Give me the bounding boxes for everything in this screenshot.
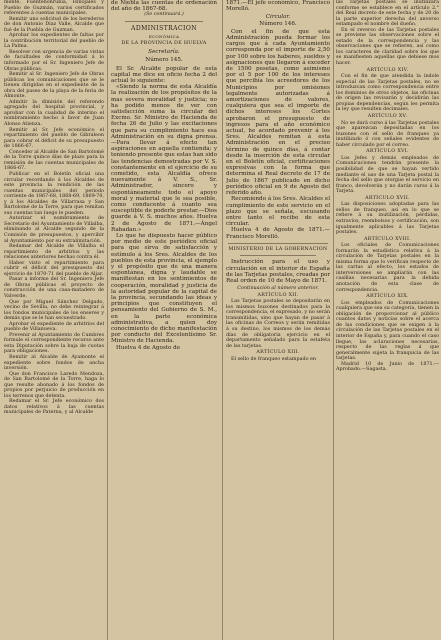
column-1 (4, 0, 104, 640)
paragraph: mente, Fuentehonrubia, Hinojales y Pueblo de Guzmán, varios certificados referentes á cuentas municipales. (4, 0, 104, 17)
paragraph: Aprobar el expediente de arbitrios del pueblo de Villanueva. (4, 320, 104, 333)
paragraph: Huelva 4 de Agosto de 1871.—Francisco Morelló. (226, 227, 330, 240)
section-subheading: ECONÓMICA (148, 33, 180, 39)
paragraph: Los oficiales de Comunicaciones formarán la estadística relativa á la circulación de Tarjetas postales en la misma forma que lo verifican respecto de las cartas al efecto, los estados de interversiones se ampliarán con las casillas necesarias para la debida anotación de esta clase de correspondencia. (336, 242, 439, 293)
paragraph: Remitir uno solicitud de los herederos de don Antonio Díaz Valle, Alcalde que fué de la Puebla de Guzman. (4, 15, 104, 33)
article-heading: ARTÍCULO XV. (367, 113, 408, 119)
column-3 (226, 0, 330, 640)
article-heading: ARTÍCULO XVIII. (363, 236, 412, 242)
paragraph: Redamar del Alcalde de Villalba el repartimiento de arbitrios y las relaciones anteriores hechas contra él. (4, 243, 104, 261)
separator (240, 255, 316, 256)
paragraph: Que don Francisco Laredo Mendoza, de San Bartolomé de la Torre, haga lo que resulte abonado á los fondos de propios por perjuicio de producción en los terrenos que detenta. (4, 370, 104, 399)
paragraph: Autorizar el nombramiento de Secretario del Ayuntamiento de Villalba, eliminando al Alcalde segundo de la Comisión de presupuestos, y apercibir al Ayuntamiento por su extralimitación. (4, 215, 104, 244)
section-heading: ADMINISTRACION (131, 24, 197, 32)
section-heading: MINISTERIO DE LA GOBERNACION (228, 246, 328, 252)
continuation-note: Continuación al número anterior. (237, 285, 319, 292)
document-type: Circular. (265, 14, 291, 21)
article-heading: ARTÍCULO XIV. (366, 67, 409, 73)
paragraph: Las disposiciones adoptadas para las sellos de franqueo, así en lo que se refiere á su inutilización, pérdidas, extravíos, reembolsos y certificación, son igualmente aplicables á las Tarjetas postales. (336, 201, 439, 236)
section-subheading: DE LA PROVINCIA DE HUELVA (121, 40, 207, 46)
separator (228, 243, 328, 244)
paragraph: Con el fin de que atendida la índole especial de las Tarjetas postales, no se introduzcan como correspondencia entre los dominios de otros objetos, las oficinas de origen las revisarán y decidirán las propias dependencias, según les permita la ley que resulten decimales. (336, 73, 439, 113)
column-rule (333, 0, 334, 640)
paragraph: Instrucción para el uso y circulación en el interior de España de las Tarjetas postales, creadas por Real orden de 10 de Mayo de 1871. (226, 259, 330, 284)
paragraph: Conceder al Alcalde de San Bartolomé de la Torre quince días de plazo para la remisión de las cuentas municipales de 1866-67. (4, 148, 104, 172)
column-4 (336, 0, 439, 640)
paragraph: Remitir al Sr. Ingeniero Jefe de Obras públicas los comunicaciones que se le tienen dirigidas en el expediente de la obra del paseo de la playa de la feria de Almonte. (4, 71, 104, 100)
paragraph: Los empleados de Comunicaciones cualquiera que sea su categoría, tienen la obligación de proporcionar al público cuantos datos y noticias sobre el acerca de las condiciones que se exigen á la circulación de las Tarjetas postales en el interior de España y, para cuando el caso llegue, las aclaraciones necesarias, respecto de las reglas á que generalmente sujeta la franquicia de las tarjetas. (336, 299, 439, 362)
document-number: Número 145. (145, 57, 183, 64)
paragraph: Prevenir al Ayuntamiento de Cumbres formule el correspondiente recurso ante esta Diputación sobre la baja de cuotas para obligaciones. (4, 331, 104, 355)
paragraph: Los Jefes y demás empleados de Comunicaciones tendrán presente la posibilidad de que se hayan vertido mediante el uso de una Tarjeta postal la fecha del sello que otorgue el servicio en franco, devolverán y no darán curso á la Tarjeta. (336, 154, 439, 195)
paragraph: Que por Miguel Sánchez Delgado, vecino de Sevilla, no debe reintegrar á los fondos municipales de los enseres y demás que se le han secuestrado. (4, 298, 104, 322)
separator (125, 21, 203, 22)
paragraph: Publicar en el Boletín oficial una circular recordando á los Alcaldes de este provincia la rendición de las cuentas municipales del periodo corriente de 1867-68, 1868-69, 1869-70, y á los Alcaldes de Villarrasa y San Bartolomé de la Torre, para que remitan sus cuentas tan luego le pueden. (4, 170, 104, 216)
paragraph: El sello de franqueo estampado en (231, 355, 317, 362)
document-number: Número 146. (259, 20, 297, 27)
column-rule (222, 0, 223, 640)
paragraph: Aprobar los expedientes de faltas por la contribución territorial del pueblo de La Palma. (4, 32, 104, 50)
paragraph: «Siendo la norma de esta Alcaldía la realización de los propósitos de la mas severa moralidad y justicia; no ha podido menos de ver con satisfacción suma la circular del Excmo. Sr. Ministro de Hacienda de fecha 26 de Julio y las excitaciones que para su cumplimiento hace esa Administración en su digna prensa.—Para llevar á efecto tan aspiraciones en aquella contienda; y teniendo presente que estas han sido las tendencias demostradas por V. S. constantemente en el ejercicio de su cometido, esta Alcaldía ofrece nuevamente á V. S., Sr. Administrador, sincero y espontáneamente todo el apoyo moral y material que le sea posible, como conducente á cuanto sea susceptible de poderle prestar.—Dios guarde á V. S. muchos años. Huelva 2 de Agosto de 1871.—Ángel Rabadan.» (111, 84, 217, 233)
paragraph: Las Tarjetas postales se depositarán en los mismos buzones destinados para la correspondencia, el expresado, y no serán transmitidas, sino que hayan de pasar á las oficinas de Correos y serán remitidas á su destino, los mismos de los demás días de obligatoria ejercicio en el departamento señalado para la estafeta de las tarjetas. (226, 298, 330, 349)
paragraph: En el reverso de las Tarjetas postales se previene las observaciones sobre el estado de la correspondencia y las observaciones que se refieren, así como los caracteres de claridad sobre los que se manifiesten aquellas que debiese mos hacer. (336, 26, 439, 67)
paragraph: de Niebla las cuentas de ordenación del año de 1867-68. (111, 0, 217, 13)
paragraph: Redamar el Sr. Jefe económico dos datos relativos á las cuentas municipales de Paterna, y al Alcalde (4, 398, 104, 416)
paragraph: Pasar a informe del Sr. Ingeniero Jefe de Obras públicas el proyecto de construcción de una casa-matadero de Valverde. (4, 276, 104, 299)
column-2 (111, 0, 217, 640)
article-heading: ARTÍCULO XIII. (256, 350, 300, 356)
paragraph: Admitir la dimisión del referendo agregado del hospital provincial, y aprobar con la cualidad de interino el nombramiento hecho á favor de Juan Alonso Atienza. (4, 98, 104, 128)
article-heading: ARTÍCULO XIX. (366, 294, 409, 300)
paragraph: Remitir al Alcalde de Ayamonte el expediente sobre fondos de ancha inversión. (4, 354, 104, 372)
paragraph: No se dará curso á las Tarjetas postales que aparezcan depositadas en los buzones con el sello de franqueo ya inutilizado ó con señales evidentes de haber circulado por el correo. (336, 119, 439, 148)
article-heading: ARTÍCULO XII. (257, 292, 299, 298)
paragraph: Lo que he dispuesto hacer público por medio de este periódico oficial para que sirva de satisfacción y estímulo á los Sres. Alcaldes de los pueblos de esta provincia, el ejemplo y el propósito que de una manera espontánea, digna y laudable se manifiestan en los sentimientos de cooperación, moralidad y justicia de la autoridad popular de la capital de la provincia, secundando las ideas y principios que constituyen el pensamiento del Gobierno de S. M., en la parte económica administrativa, a quien doy conocimiento de dicho manifestación por conducto del Excelentísimo Sr. Ministro de Hacienda. (111, 233, 217, 345)
paragraph: Haber visto el repartimiento para cubrir el déficit del presupuesto del ejercicio de 1870-71 del pueblo de Aljar. (4, 259, 104, 277)
paragraph: Recomiendo á los Sres. Alcaldes el cumplimiento de este servicio en el plazo que se señala, escusando entre tanto el recibo de esta circular. (226, 196, 330, 228)
continuation-note: (Se continuará.) (144, 11, 184, 18)
article-heading: ARTÍCULO XVII. (365, 195, 410, 201)
article-heading: ARTÍCULO XVI. (366, 149, 409, 155)
paragraph: Con el fin de que esta Administración pueda formar los cargos que á cada Ayuntamiento corresponda por el importe de 2,50 por 100 sobre los haberes, sueldos y asignaciones que llegaron á exceder de 1500 pesetas, como asimismo por el 5 por 100 de los intereses que percibía los acreedores de los Municipios por omisiones legalmente autorizadas á amortizaciones de valores, cualquiera que sea el importe de dichos intereses los Cortes aprobaron el presupuesto de ingresos para el año económico actual, he acordado prevenir á los Sres. Alcaldes remitan á esta Administración en el preciso término de quince días, á contar desde la inserción de esta circular en el Boletín oficial, certificaciones expresivas con la forma que determina el Real decreto de 17 de Julio de 1867 publicado en dicho periódico oficial en 9 de Agosto del referido año. (226, 28, 330, 197)
paragraph: Remitir al Sr. Jefe económico el repartimiento del pueblo de Gibraleon para cobrar el déficit de su presupuesto de 1866-67. (4, 126, 104, 150)
paragraph: las Tarjetas postales se inutilizará conforme se establece en el artículo 2.° del Real decreto de este fecha y de 20 de la parte superior derecha del anverso estampado el nombre del dueño. (336, 0, 439, 28)
column-rule (107, 0, 108, 640)
paragraph: Huelva 4 de Agosto de (116, 344, 181, 351)
paragraph: El Sr. Alcalde popular de esta capital me dice en oficio fecha 2 del actual lo siguiente: (111, 65, 217, 84)
paragraph: Resolver con urgencia de varias vistas de facultades de conformidad á lo informado por el Sr. Ingeniero Jefe de Obras públicas. (4, 48, 104, 72)
paragraph: 1871.—El jefe económico, Francisco Morelló. (226, 0, 330, 13)
office-label: Secretaría. (148, 49, 180, 56)
paragraph: Madrid 10 de Junio de 1871.—Aprobado.—Sagasta. (336, 360, 439, 373)
